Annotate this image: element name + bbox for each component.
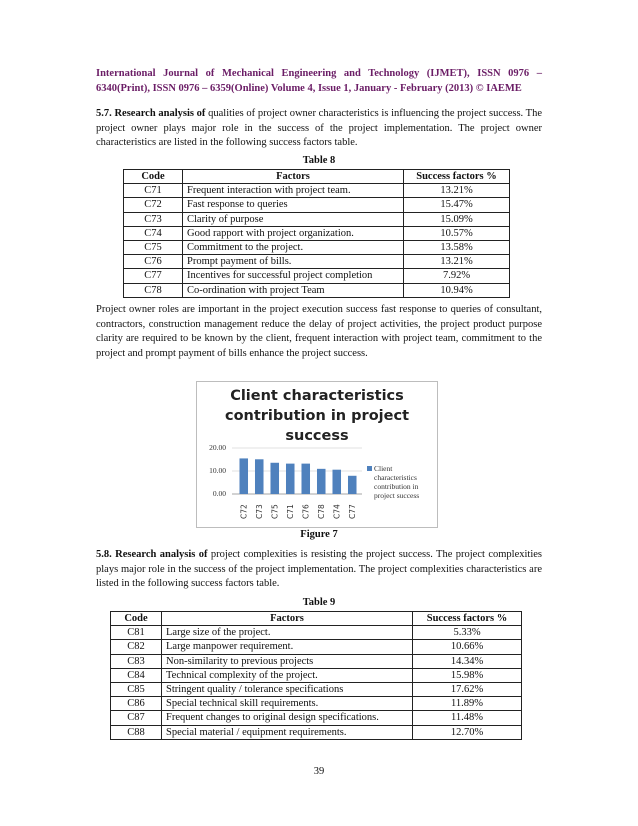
cell-code: C83: [111, 654, 162, 668]
column-header-factors: Factors: [162, 612, 413, 626]
chart-title-line: contribution in project: [224, 408, 410, 424]
table-row: [124, 198, 510, 212]
legend-label-line: characteristics: [374, 473, 417, 482]
cell-factor: Co-ordination with project Team: [183, 283, 404, 297]
cell-success-factor: 17.62%: [413, 682, 522, 696]
x-tick-label: C71: [285, 504, 295, 519]
cell-factor: Clarity of purpose: [183, 212, 404, 226]
column-header-code: Code: [124, 170, 183, 184]
table-row: [124, 226, 510, 240]
cell-code: C85: [111, 682, 162, 696]
section-5-7-paragraph: [96, 107, 542, 151]
cell-factor: Large size of the project.: [162, 626, 413, 640]
cell-code: C82: [111, 640, 162, 654]
bar-c73: [255, 459, 264, 494]
cell-success-factor: 15.98%: [413, 668, 522, 682]
column-header-success: Success factors %: [413, 612, 522, 626]
cell-success-factor: 7.92%: [404, 269, 510, 283]
cell-success-factor: 10.94%: [404, 283, 510, 297]
y-tick-label: 0.00: [212, 489, 226, 498]
cell-success-factor: 12.70%: [413, 725, 522, 739]
table-8-caption: Table 8: [302, 155, 336, 166]
cell-success-factor: 13.58%: [404, 240, 510, 254]
x-tick-label: C77: [347, 504, 357, 519]
section-5-8-heading: 5.8. Research analysis of: [96, 549, 208, 560]
cell-code: C72: [124, 198, 183, 212]
chart-title-line: success: [285, 428, 349, 444]
bar-c74: [332, 470, 341, 494]
table-row: [111, 682, 522, 696]
table-row: [111, 654, 522, 668]
cell-code: C84: [111, 668, 162, 682]
table-row: [111, 725, 522, 739]
table-row: [111, 640, 522, 654]
page-number: 39: [313, 766, 325, 777]
table-header-row: [111, 612, 522, 626]
bar-c72: [239, 458, 248, 494]
table-row: [111, 626, 522, 640]
cell-code: C75: [124, 240, 183, 254]
y-tick-label: 10.00: [209, 466, 226, 475]
table-row: [124, 212, 510, 226]
legend-label-line: contribution in: [374, 482, 419, 491]
cell-code: C86: [111, 697, 162, 711]
cell-code: C71: [124, 184, 183, 198]
table-row: [124, 255, 510, 269]
cell-success-factor: 13.21%: [404, 184, 510, 198]
y-tick-label: 20.00: [209, 443, 226, 452]
bar-c77: [348, 476, 357, 494]
x-tick-label: C76: [301, 504, 311, 519]
legend-label: [374, 464, 438, 500]
x-tick-label: C74: [332, 504, 342, 519]
column-header-code: Code: [111, 612, 162, 626]
cell-factor: Large manpower requirement.: [162, 640, 413, 654]
cell-code: C73: [124, 212, 183, 226]
cell-factor: Good rapport with project organization.: [183, 226, 404, 240]
bar-c75: [270, 463, 279, 494]
x-tick-label: C72: [239, 504, 249, 519]
cell-factor: Special material / equipment requirements.: [162, 725, 413, 739]
cell-success-factor: 10.57%: [404, 226, 510, 240]
cell-success-factor: 13.21%: [404, 255, 510, 269]
table-row: [124, 283, 510, 297]
legend-label-line: Client: [374, 464, 393, 473]
x-tick-label: C78: [316, 504, 326, 519]
table-row: [124, 184, 510, 198]
column-header-success: Success factors %: [404, 170, 510, 184]
cell-code: C78: [124, 283, 183, 297]
cell-success-factor: 15.09%: [404, 212, 510, 226]
bar-c76: [301, 464, 310, 494]
cell-factor: Fast response to queries: [183, 198, 404, 212]
cell-factor: Non-similarity to previous projects: [162, 654, 413, 668]
table-row: [111, 668, 522, 682]
cell-factor: Special technical skill requirements.: [162, 697, 413, 711]
cell-factor: Frequent interaction with project team.: [183, 184, 404, 198]
cell-success-factor: 11.89%: [413, 697, 522, 711]
chart-title-line: Client characteristics: [230, 388, 404, 404]
cell-factor: Commitment to the project.: [183, 240, 404, 254]
cell-factor: Frequent changes to original design specifications.: [162, 711, 413, 725]
table-header-row: [124, 170, 510, 184]
bar-c78: [317, 469, 326, 494]
x-tick-label: C73: [254, 504, 264, 519]
figure-7-caption: Figure 7: [300, 529, 338, 540]
cell-code: C81: [111, 626, 162, 640]
cell-code: C76: [124, 255, 183, 269]
cell-factor: Technical complexity of the project.: [162, 668, 413, 682]
cell-factor: Prompt payment of bills.: [183, 255, 404, 269]
paragraph-owner-roles: Project owner roles are important in the project execution success fast response to queries of consultant, contractors, construction management reduce the delay of project activities, the project product purpose clarity are required to be known by the client, frequent interaction with project team, commitment to the project and prompt payment of bills enhance the project success.: [96, 304, 542, 359]
cell-code: C87: [111, 711, 162, 725]
table-row: [111, 697, 522, 711]
cell-success-factor: 15.47%: [404, 198, 510, 212]
cell-success-factor: 14.34%: [413, 654, 522, 668]
cell-success-factor: 5.33%: [413, 626, 522, 640]
column-header-factors: Factors: [183, 170, 404, 184]
section-5-7-body: qualities of project owner characteristics is influencing the project success. The project owner plays major role in the success of the project implementation. The project owner characteristics are listed in the following success factors table.: [96, 108, 542, 149]
cell-code: C77: [124, 269, 183, 283]
section-5-7-heading: 5.7. Research analysis of: [96, 108, 206, 119]
table-9: [110, 611, 522, 740]
table-row: [124, 269, 510, 283]
table-row: [111, 711, 522, 725]
cell-code: C74: [124, 226, 183, 240]
cell-success-factor: 10.66%: [413, 640, 522, 654]
cell-code: C88: [111, 725, 162, 739]
table-9-caption: Table 9: [302, 597, 336, 608]
cell-factor: Incentives for successful project completion: [183, 269, 404, 283]
table-8: [123, 169, 510, 298]
cell-success-factor: 11.48%: [413, 711, 522, 725]
journal-header: International Journal of Mechanical Engineering and Technology (IJMET), ISSN 0976 – 6340(Print), ISSN 0976 – 6359(Online) Volume 4, Issue 1, January - February (2013) © IAEME: [96, 68, 542, 94]
section-5-8-body: project complexities is resisting the project success. The project complexities plays major role in the success of the project implementation. The project complexities characteristics are listed in the following success factors table.: [96, 549, 542, 590]
chart-plot-area: [196, 381, 436, 526]
x-tick-label: C75: [270, 504, 280, 519]
section-5-8-paragraph: [96, 548, 542, 592]
legend-swatch: [367, 466, 372, 471]
bar-c71: [286, 464, 295, 494]
cell-factor: Stringent quality / tolerance specifications: [162, 682, 413, 696]
table-row: [124, 240, 510, 254]
legend-label-line: project success: [374, 491, 420, 500]
